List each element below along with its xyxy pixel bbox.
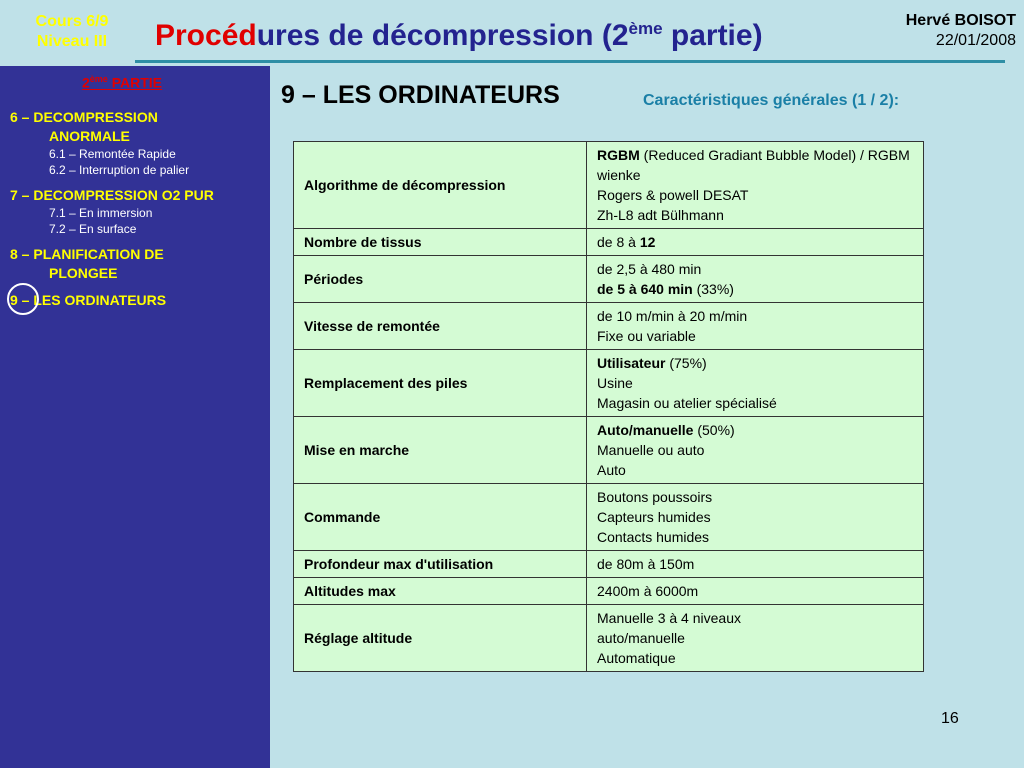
- value-text: (50%): [693, 422, 735, 438]
- header-bar: [0, 0, 1024, 66]
- value-text: Auto: [597, 462, 626, 478]
- value-line: [597, 648, 913, 668]
- value-line: [597, 232, 913, 252]
- sidebar-subitem-interruption-palier[interactable]: 6.2 – Interruption de palier: [49, 163, 190, 177]
- value-text: Manuelle ou auto: [597, 442, 705, 458]
- value-line: [597, 581, 913, 601]
- sidebar-item-decompression-anormale[interactable]: [10, 108, 265, 146]
- sidebar-item-label: 9 – LES ORDINATEURS: [10, 292, 167, 308]
- sidebar-item-label: 6 – DECOMPRESSION: [10, 109, 158, 125]
- row-label: Nombre de tissus: [294, 229, 587, 256]
- author-name: Hervé BOISOT: [905, 12, 1016, 29]
- row-value: [587, 484, 924, 551]
- table-row: [294, 256, 924, 303]
- value-text: de 80m à 150m: [597, 556, 695, 572]
- value-text: Contacts humides: [597, 529, 710, 545]
- value-text: RGBM: [597, 147, 640, 163]
- value-line: [597, 259, 913, 279]
- course-level: Niveau III: [36, 33, 108, 50]
- value-text: Boutons poussoirs: [597, 489, 713, 505]
- header-divider: [135, 60, 1005, 63]
- value-line: [597, 487, 913, 507]
- value-text: Rogers & powell DESAT: [597, 187, 749, 203]
- sidebar-subitem-en-immersion[interactable]: 7.1 – En immersion: [49, 206, 153, 220]
- author-date: 22/01/2008: [935, 32, 1016, 49]
- value-text: Utilisateur: [597, 355, 666, 371]
- value-line: [597, 326, 913, 346]
- row-label: Algorithme de décompression: [294, 142, 587, 229]
- row-value: [587, 605, 924, 672]
- value-text: Zh-L8 adt Bülhmann: [597, 207, 724, 223]
- value-line: [597, 608, 913, 628]
- sidebar-item-ordinateurs[interactable]: [10, 291, 265, 310]
- row-value: [587, 229, 924, 256]
- section-subtitle: Caractéristiques générales (1 / 2):: [643, 92, 900, 109]
- row-value: [587, 142, 924, 229]
- title-part-red: Procéd: [155, 19, 257, 52]
- value-line: [597, 373, 913, 393]
- slide-number: 16: [941, 710, 959, 727]
- sidebar-item-decompression-o2[interactable]: [10, 186, 265, 205]
- table-row: [294, 142, 924, 229]
- value-text: (33%): [692, 281, 734, 297]
- value-line: [597, 353, 913, 373]
- sidebar-heading[interactable]: [82, 74, 162, 91]
- value-line: [597, 145, 913, 185]
- sidebar-item-label: 7 – DECOMPRESSION O2 PUR: [10, 187, 214, 203]
- current-section-marker: [7, 283, 39, 315]
- value-line: [597, 460, 913, 480]
- table-row: [294, 578, 924, 605]
- value-text: auto/manuelle: [597, 630, 685, 646]
- row-value: [587, 350, 924, 417]
- row-value: [587, 417, 924, 484]
- title-superscript: ème: [628, 19, 663, 38]
- row-label: Commande: [294, 484, 587, 551]
- page-title: [155, 18, 763, 54]
- row-label: Altitudes max: [294, 578, 587, 605]
- value-text: de 10 m/min à 20 m/min: [597, 308, 748, 324]
- sidebar-subitem-en-surface[interactable]: 7.2 – En surface: [49, 222, 137, 236]
- table-row: [294, 229, 924, 256]
- author-block: [906, 11, 1016, 51]
- sidebar-heading-number: 2: [82, 74, 90, 91]
- course-info: [8, 12, 136, 52]
- value-text: de 8 à: [597, 234, 640, 250]
- value-text: 2400m à 6000m: [597, 583, 699, 599]
- value-line: [597, 628, 913, 648]
- value-line: [597, 527, 913, 547]
- row-label: Vitesse de remontée: [294, 303, 587, 350]
- value-text: (75%): [665, 355, 707, 371]
- row-label: Réglage altitude: [294, 605, 587, 672]
- sidebar-heading-sup: ème: [89, 74, 108, 84]
- sidebar-item-label-cont: PLONGEE: [49, 265, 118, 281]
- value-text: de 5 à 640 min: [597, 281, 693, 297]
- sidebar: [0, 66, 270, 768]
- title-part-main: ures de décompression (2: [256, 19, 629, 52]
- row-value: [587, 256, 924, 303]
- row-label: Périodes: [294, 256, 587, 303]
- course-number: Cours 6/9: [35, 13, 109, 30]
- title-part-end: partie): [662, 19, 763, 52]
- sidebar-heading-text: PARTIE: [107, 74, 163, 91]
- value-line: [597, 279, 913, 299]
- value-text: 12: [639, 234, 656, 250]
- table-row: [294, 350, 924, 417]
- value-text: Usine: [597, 375, 633, 391]
- value-line: [597, 185, 913, 205]
- value-line: [597, 205, 913, 225]
- value-line: [597, 393, 913, 413]
- section-title: 9 – LES ORDINATEURS: [281, 81, 560, 109]
- value-text: Automatique: [597, 650, 676, 666]
- row-label: Remplacement des piles: [294, 350, 587, 417]
- row-value: [587, 303, 924, 350]
- characteristics-table: [293, 141, 924, 672]
- value-text: Fixe ou variable: [597, 328, 696, 344]
- value-line: [597, 440, 913, 460]
- value-line: [597, 420, 913, 440]
- value-text: (Reduced Gradiant Bubble Model) / RGBM wienke: [597, 147, 910, 183]
- table-row: [294, 484, 924, 551]
- sidebar-item-planification[interactable]: [10, 245, 265, 283]
- value-line: [597, 306, 913, 326]
- table-row: [294, 605, 924, 672]
- sidebar-outline: [10, 108, 265, 310]
- row-value: [587, 578, 924, 605]
- sidebar-item-label-cont: ANORMALE: [49, 128, 130, 144]
- table-row: [294, 417, 924, 484]
- sidebar-subitem-remontee-rapide[interactable]: 6.1 – Remontée Rapide: [49, 147, 176, 161]
- value-line: [597, 554, 913, 574]
- value-text: Magasin ou atelier spécialisé: [597, 395, 777, 411]
- row-label: Profondeur max d'utilisation: [294, 551, 587, 578]
- value-text: de 2,5 à 480 min: [597, 261, 702, 277]
- value-line: [597, 507, 913, 527]
- value-text: Manuelle 3 à 4 niveaux: [597, 610, 741, 626]
- table-row: [294, 303, 924, 350]
- sidebar-item-label: 8 – PLANIFICATION DE: [10, 246, 164, 262]
- row-value: [587, 551, 924, 578]
- value-text: Auto/manuelle: [597, 422, 694, 438]
- table-row: [294, 551, 924, 578]
- row-label: Mise en marche: [294, 417, 587, 484]
- value-text: Capteurs humides: [597, 509, 711, 525]
